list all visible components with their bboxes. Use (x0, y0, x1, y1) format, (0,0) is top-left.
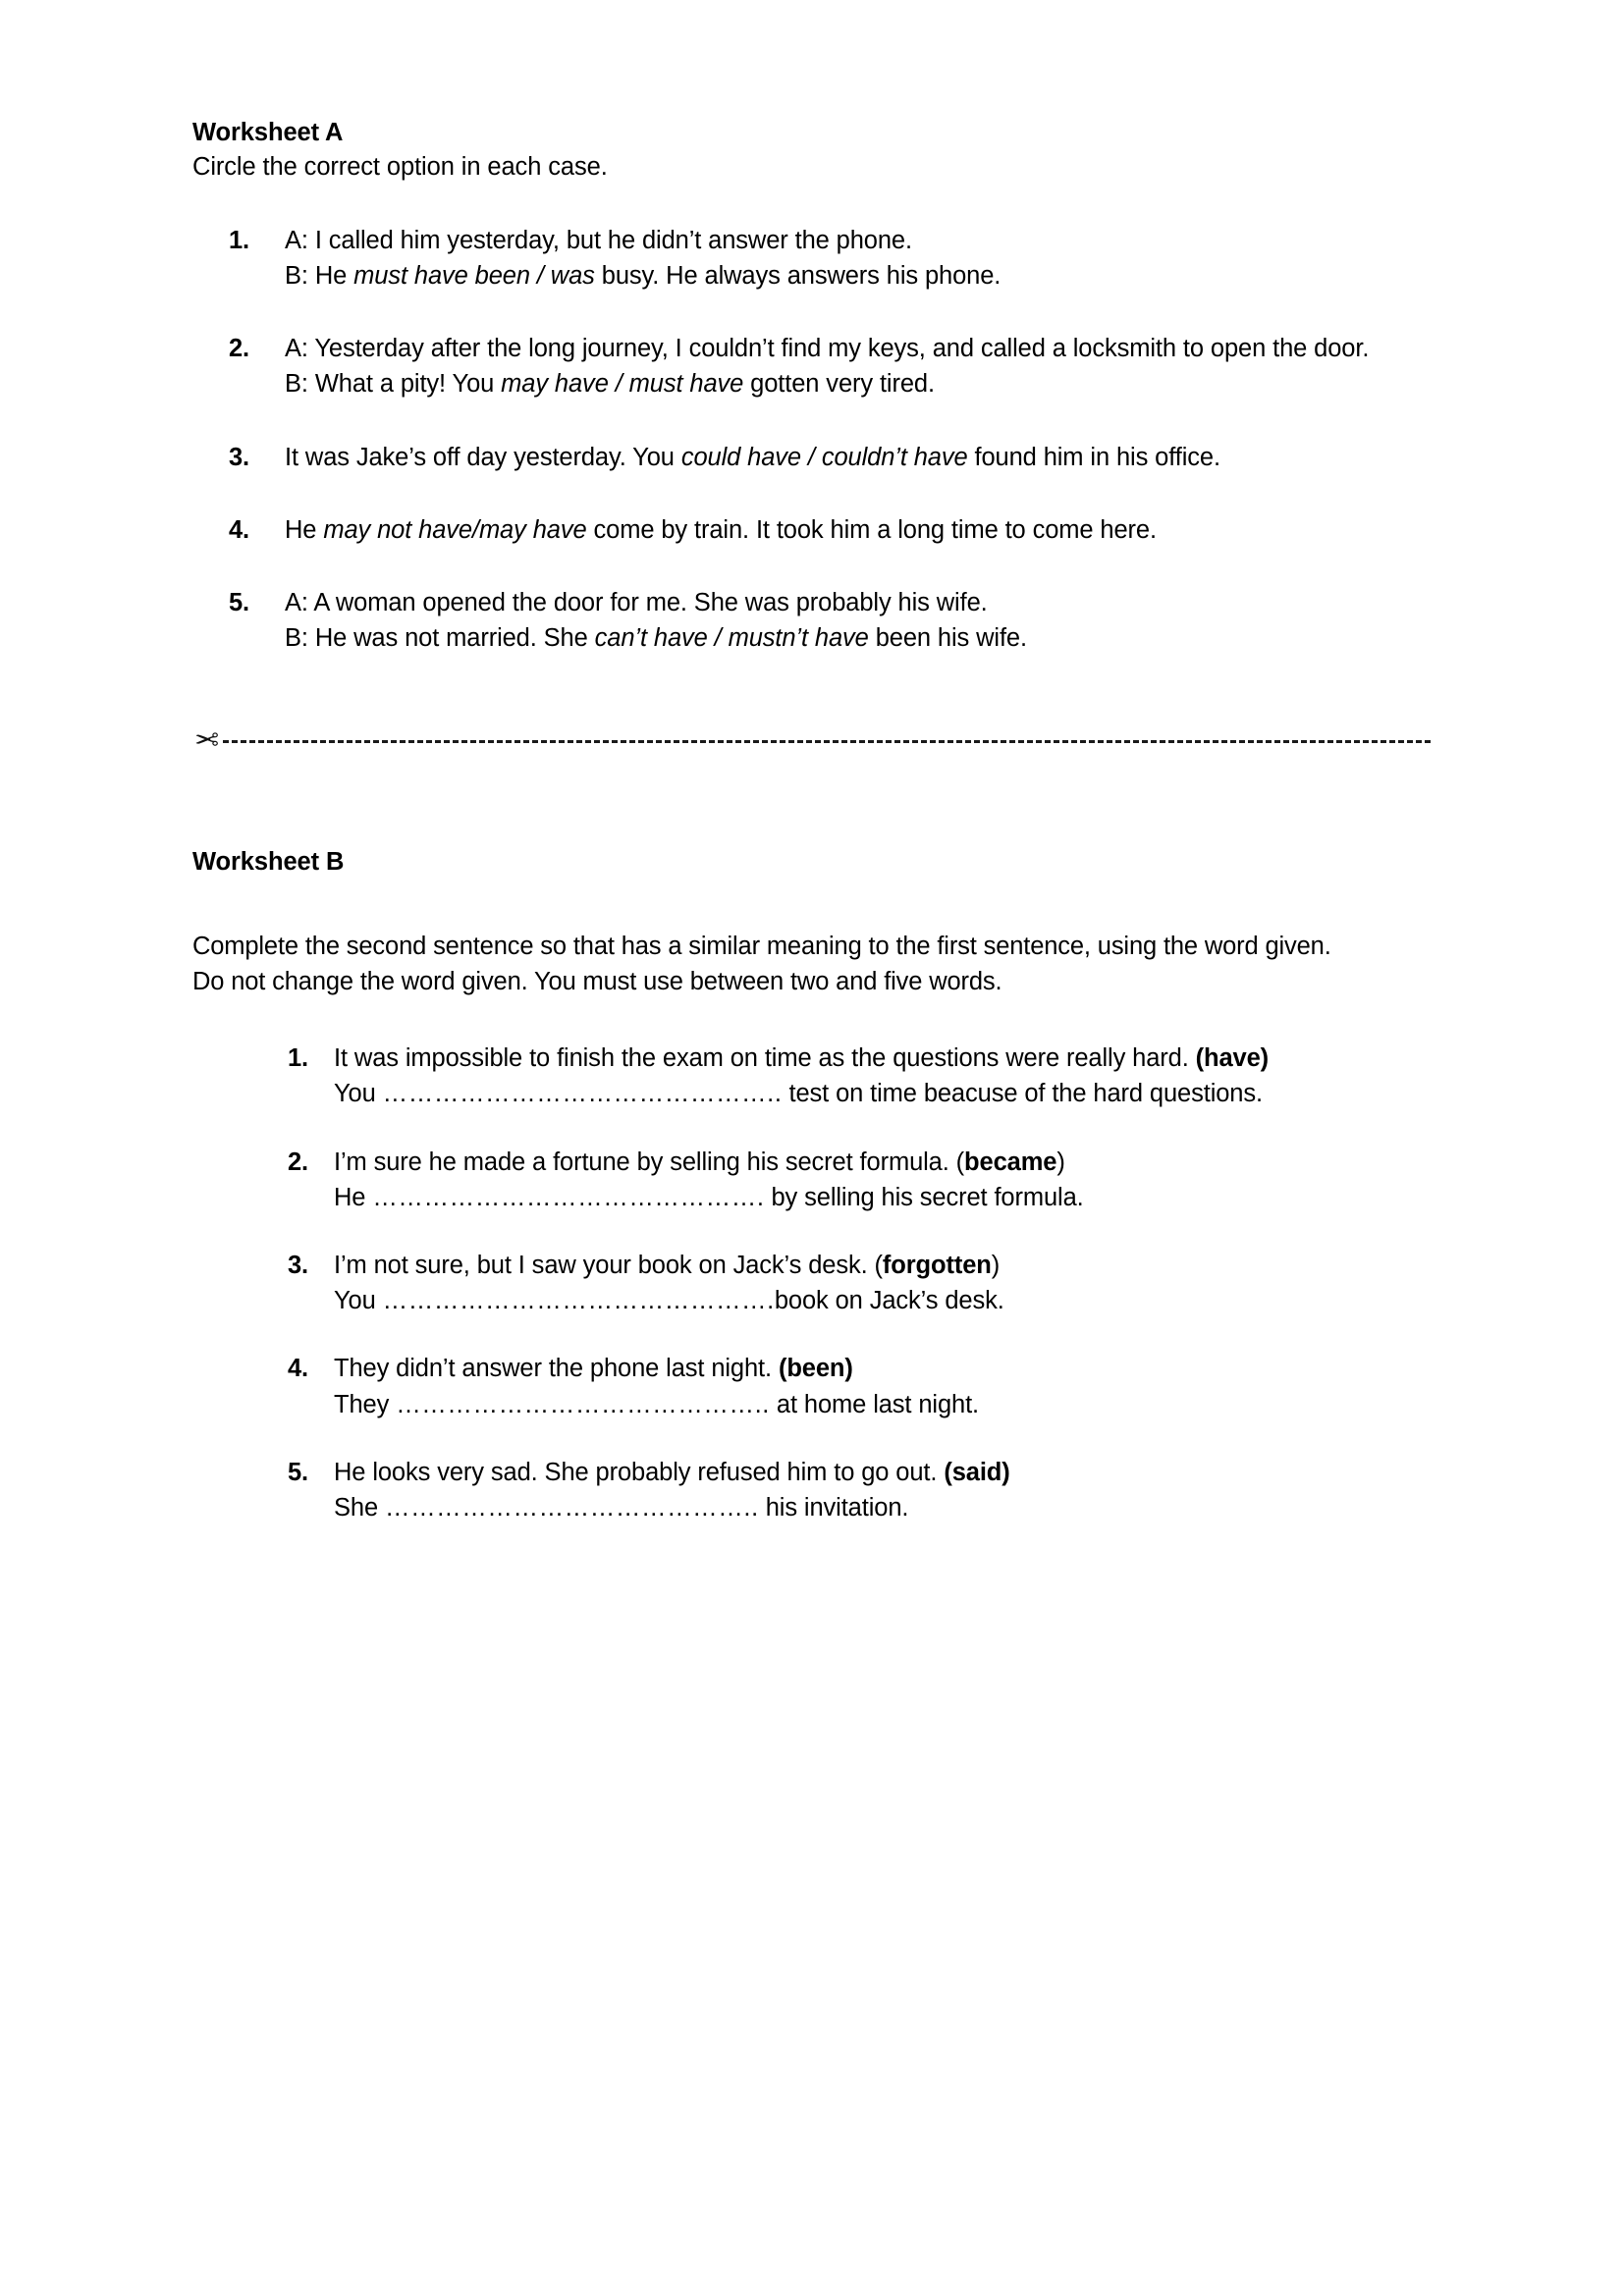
item-number: 1. (228, 226, 249, 254)
dialogue-line-a: A: I called him yesterday, but he didn’t answer the phone. (285, 226, 912, 254)
answer-blank[interactable]: ……………………………………….. (382, 1080, 783, 1108)
answer-blank[interactable]: …………………………………….. (384, 1493, 759, 1522)
worksheet-a-item-5 (192, 585, 1432, 656)
item-body (308, 1351, 1432, 1421)
worksheet-b-item-3 (251, 1248, 1432, 1318)
keyword-badge: became (964, 1148, 1057, 1176)
option-choice[interactable]: may not have/may have (323, 515, 587, 544)
worksheet-b-item-2 (251, 1145, 1432, 1215)
keyword-badge: (said) (944, 1458, 1010, 1486)
worksheet-b-item-5 (251, 1455, 1432, 1525)
worksheet-a-instruction: Circle the correct option in each case. (192, 153, 608, 182)
prompt-line: I’m sure he made a fortune by selling his secret formula. (became) (334, 1148, 1065, 1176)
dialogue-line-b: B: What a pity! You may have / must have gotten very tired. (285, 370, 935, 399)
answer-line: He ………………………………………. by selling his secret formula. (334, 1183, 1084, 1211)
answer-blank[interactable]: …………………………………….. (396, 1390, 770, 1418)
worksheet-b-question-list (192, 1041, 1432, 1525)
worksheet-a-item-3 (192, 440, 1432, 475)
option-choice[interactable]: may have / must have (501, 370, 744, 399)
worksheet-a-title: Worksheet A (192, 119, 344, 146)
item-body (249, 440, 1432, 475)
worksheet-a-item-4 (192, 512, 1432, 548)
dialogue-line-a: A: Yesterday after the long journey, I couldn’t find my keys, and called a locksmith to open the door. (285, 335, 1370, 363)
keyword-badge: forgotten (882, 1251, 992, 1279)
prompt-line: They didn’t answer the phone last night. (been) (334, 1355, 853, 1383)
worksheet-b-title: Worksheet B (192, 847, 345, 876)
item-body (308, 1455, 1432, 1525)
scissors-icon: ✂ (194, 723, 220, 757)
sentence-line: It was Jake’s off day yesterday. You could have / couldn’t have found him in his office. (285, 443, 1220, 471)
item-body (249, 223, 1432, 294)
keyword-badge: (have) (1195, 1044, 1270, 1073)
worksheet-b-instruction: Complete the second sentence so that has a similar meaning to the first sentence, using the word given. Do not change the word given. You must use between two and five words. (192, 932, 1331, 995)
answer-blank[interactable]: ………………………………………. (372, 1183, 765, 1211)
answer-line: She …………………………………….. his invitation. (334, 1493, 909, 1522)
sentence-line: He may not have/may have come by train. It took him a long time to come here. (285, 515, 1157, 544)
dialogue-line-a: A: A woman opened the door for me. She was probably his wife. (285, 589, 988, 617)
keyword-badge: (been) (778, 1355, 853, 1383)
answer-line: You ……………………………………….. test on time beacuse of the hard questions. (334, 1080, 1263, 1108)
worksheet-b-item-1 (251, 1041, 1432, 1111)
item-number: 4. (228, 515, 249, 544)
item-body (249, 512, 1432, 548)
answer-line: You ……………………………………….book on Jack’s desk. (334, 1287, 1004, 1315)
dialogue-line-b: B: He must have been / was busy. He always answers his phone. (285, 262, 1001, 291)
item-number: 1. (287, 1044, 308, 1073)
item-number: 2. (287, 1148, 308, 1176)
prompt-line: I’m not sure, but I saw your book on Jack’s desk. (forgotten) (334, 1251, 1001, 1279)
answer-blank[interactable]: ………………………………………. (382, 1287, 775, 1315)
worksheet-a-item-2 (192, 331, 1432, 401)
item-number: 3. (287, 1251, 308, 1279)
item-number: 5. (287, 1458, 308, 1486)
option-choice[interactable]: must have been / was (353, 262, 595, 291)
option-choice[interactable]: could have / couldn’t have (680, 443, 968, 471)
worksheet-a-question-list (192, 223, 1432, 657)
item-number: 2. (228, 335, 249, 363)
item-body (308, 1041, 1432, 1111)
prompt-line: He looks very sad. She probably refused him to go out. (said) (334, 1458, 1010, 1486)
dialogue-line-b: B: He was not married. She can’t have / mustn’t have been his wife. (285, 624, 1027, 653)
dashed-line (223, 740, 1431, 743)
cut-here-divider (192, 721, 1432, 761)
option-choice[interactable]: can’t have / mustn’t have (594, 624, 869, 653)
worksheet-a-item-1 (192, 223, 1432, 294)
item-body (308, 1145, 1432, 1215)
item-number: 4. (287, 1355, 308, 1383)
item-number: 3. (228, 443, 249, 471)
item-number: 5. (228, 589, 249, 617)
worksheet-b-item-4 (251, 1351, 1432, 1421)
item-body (308, 1248, 1432, 1318)
item-body (249, 331, 1432, 401)
answer-line: They …………………………………….. at home last night. (334, 1390, 980, 1418)
item-body (249, 585, 1432, 656)
prompt-line: It was impossible to finish the exam on time as the questions were really hard. (have) (334, 1044, 1270, 1073)
